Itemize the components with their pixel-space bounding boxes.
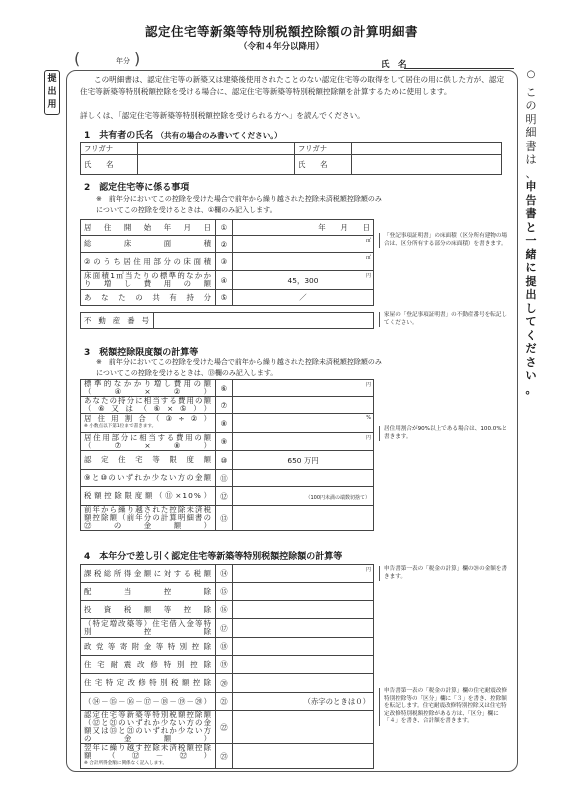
- table-row: [81, 693, 374, 711]
- row-value-input[interactable]: [233, 656, 374, 674]
- vertical-char: 明: [525, 112, 537, 126]
- row-value-input[interactable]: [233, 674, 374, 693]
- row-value-input[interactable]: [233, 638, 374, 656]
- row-label: 税額控除限度額（⑪×10%）: [81, 487, 216, 506]
- vertical-char: 告: [525, 193, 537, 207]
- vertical-char: い: [525, 369, 537, 382]
- row-value-input[interactable]: [233, 220, 374, 236]
- row-value-input[interactable]: [233, 451, 374, 470]
- row-number: ⑪: [216, 470, 233, 487]
- table-row: [81, 414, 374, 433]
- row-sub-note: ※ 合計所得金額に関係なく記入します。: [84, 761, 168, 766]
- section-3-table: [80, 379, 374, 531]
- row-value-input[interactable]: [233, 271, 374, 290]
- row-label: 前年から繰り越された控除未済税額控除額（前年分の計算明細書の㉒の金額）: [81, 506, 216, 531]
- vertical-char: 出: [47, 87, 57, 97]
- row-number: ⑦: [216, 397, 233, 414]
- row-sub-note: ※ 小数点以下第1位まで書きます。: [84, 424, 157, 429]
- row-number: ⑰: [216, 619, 233, 638]
- name-input-1[interactable]: [138, 155, 295, 175]
- row-number: ⑮: [216, 583, 233, 601]
- row-number: ⑱: [216, 638, 233, 656]
- realty-number-input[interactable]: [154, 313, 374, 329]
- row-label: 総床面積: [81, 236, 216, 253]
- row-label: 床面積1㎡当たりの標準的なかかり増し費用の額: [81, 271, 216, 290]
- row-number: ③: [216, 253, 233, 271]
- row-label: （特定増改築等）住宅借入金等特別控除: [81, 619, 216, 638]
- row-value-input[interactable]: [233, 506, 374, 531]
- row-number: ㉓: [216, 744, 233, 769]
- row-label: 居住用割合（③÷②） ※ 小数点以下第1位まで書きます。: [81, 414, 216, 433]
- coowner-table: [80, 142, 502, 175]
- vertical-char: 申: [525, 180, 537, 193]
- section-3-note: ※ 前年分においてこの控除を受けた場合で前年から繰り越された控除未済税額控除額のみについてこの控除を受けるときは、⑬欄のみ記入します。: [96, 358, 382, 377]
- row-value-input[interactable]: [233, 290, 374, 306]
- vertical-char: に: [525, 261, 537, 274]
- side-note-ratio: 居住用割合が90%以上である場合は、100.0%と書きます。: [379, 426, 510, 441]
- row-number: ①: [216, 220, 233, 236]
- year-label: 年分: [116, 57, 130, 65]
- row-number: ㉒: [216, 711, 233, 744]
- vertical-char: 緒: [525, 247, 537, 261]
- row-value-input[interactable]: [233, 601, 374, 619]
- vertical-char: 提: [47, 74, 57, 84]
- vertical-char: は: [525, 153, 537, 166]
- side-note-category: 申告書第一表の「税金の計算」欄の住宅耐震改修特別控除等の「区分」欄に「３」を書き、控除額を転記します。住宅耐震改修特別控除又は住宅特定改修特別税額控除がある方は、「区分」欄に「４」を書き、合計額を書きます。: [379, 688, 510, 726]
- unit-label: 円: [365, 567, 371, 573]
- row-value-input[interactable]: [233, 470, 374, 487]
- side-note-tax: 申告書第一表の「税金の計算」欄の⑳の金額を書きます。: [379, 566, 510, 581]
- table-row: [81, 380, 374, 397]
- row-number: ⑤: [216, 290, 233, 306]
- note-circle: ○: [526, 69, 536, 80]
- side-note-floor-area: 「登記事項証明書」の床面積（区分所有建物の場合は、区分所有する部分の床面積）を書きます。: [379, 233, 510, 248]
- vertical-char: く: [525, 328, 537, 342]
- unit-label: 円: [365, 273, 371, 279]
- row-label: ⑨と⑩のいずれか少ない方の金額: [81, 470, 216, 487]
- year-paren-right: ): [134, 49, 141, 68]
- unit-label: 円: [365, 382, 371, 388]
- table-row: [81, 271, 374, 290]
- section-1-note: （共有の場合のみ書いてください。）: [156, 131, 282, 140]
- row-value-input[interactable]: [233, 414, 374, 433]
- name-label: 氏 名: [381, 60, 407, 70]
- row-label: 認定住宅等限度額: [81, 451, 216, 470]
- realty-number-label: 不動産番号: [81, 313, 154, 329]
- row-number: ②: [216, 236, 233, 253]
- row-value: 45，300: [287, 275, 319, 285]
- intro-reference: 詳しくは、「認定住宅等新築等特別税額控除を受けられる方へ」を読んでください。: [80, 111, 365, 120]
- row-value: 年 月 日: [318, 223, 370, 232]
- row-number: ⑯: [216, 601, 233, 619]
- table-row: [81, 236, 374, 253]
- table-row: [81, 290, 374, 306]
- table-row: [81, 506, 374, 531]
- vertical-char: さ: [525, 355, 537, 369]
- row-number: ⑬: [216, 506, 233, 531]
- section-4-heading: 4 本年分で差し引く認定住宅等新築等特別税額控除額の計算等: [84, 552, 343, 562]
- table-row: [81, 619, 374, 638]
- row-label: 居住用部分に相当する費用の額（⑦×⑧）: [81, 433, 216, 451]
- row-value: 650 万円: [287, 455, 319, 465]
- furigana-input-1[interactable]: [138, 143, 295, 155]
- table-row: [81, 253, 374, 271]
- row-label: 投資税額等控除: [81, 601, 216, 619]
- table-row: [81, 487, 374, 506]
- table-row: [81, 565, 374, 583]
- unit-label: 円: [365, 435, 371, 441]
- table-row: [81, 583, 374, 601]
- row-value-input[interactable]: [233, 433, 374, 451]
- row-label: 課税総所得金額に対する税額: [81, 565, 216, 583]
- section-4-table: [80, 564, 374, 769]
- section-2-table: [80, 219, 374, 306]
- name-input-line[interactable]: [404, 68, 514, 69]
- row-label: （⑭－⑮－⑯－⑰－⑱－⑲－⑳）: [81, 693, 216, 711]
- vertical-char: 一: [525, 234, 537, 247]
- row-label: 住宅耐震改修特別控除: [81, 656, 216, 674]
- row-value-input[interactable]: [233, 744, 374, 769]
- name-input-2[interactable]: [352, 155, 502, 175]
- row-value: （赤字のときは０）: [303, 697, 370, 706]
- section-1-title: 1 共有者の氏名: [84, 131, 154, 141]
- table-row: [81, 470, 374, 487]
- table-row: [81, 601, 374, 619]
- form-title: 認定住宅等新築等特別税額控除額の計算明細書: [144, 24, 418, 39]
- row-label: 翌年に繰り越す控除未済税額控除額（⑫－㉒） ※ 合計所得金額に関係なく記入します。: [81, 744, 216, 769]
- note-text: [522, 86, 540, 181]
- row-number: ⑫: [216, 487, 233, 506]
- row-value-input[interactable]: [233, 711, 374, 744]
- table-row: [81, 638, 374, 656]
- row-label: 住宅特定改修特別税額控除: [81, 674, 216, 693]
- vertical-char: 細: [525, 126, 537, 139]
- row-value-input[interactable]: [233, 380, 374, 397]
- section-1-heading: [84, 128, 282, 141]
- name-label-2: 氏 名: [295, 155, 352, 175]
- table-row: [81, 674, 374, 693]
- vertical-char: 、: [525, 166, 537, 180]
- row-label: 認定住宅等新築等特別税額控除額（⑫と㉑のいずれか少ない方の金額又は⑬と㉑のいずれか少ない方の金額）: [81, 711, 216, 744]
- table-row: [81, 397, 374, 414]
- row-number: ⑩: [216, 451, 233, 470]
- unit-label: ㎡: [365, 255, 371, 261]
- row-label: 政党等寄附金等特別控除: [81, 638, 216, 656]
- row-value-input[interactable]: [233, 253, 374, 271]
- row-number: ⑳: [216, 674, 233, 693]
- vertical-char: と: [525, 220, 537, 234]
- table-row: [81, 744, 374, 769]
- section-2-heading: 2 認定住宅等に係る事項: [84, 183, 190, 193]
- table-row: [81, 656, 374, 674]
- row-number: ④: [216, 271, 233, 290]
- intro-paragraph: この明細書は、認定住宅等の新築又は建築後使用されたことのない認定住宅等の取得をして居住の用に供した方が、認定住宅等新築等特別税額控除を受ける場合に、認定住宅等新築等特別税額控除額を計算するために使用します。: [80, 75, 505, 96]
- side-note-realty: 家屋の「登記事項証明書」の不動産番号を転記してください。: [379, 312, 510, 327]
- row-value-input[interactable]: [233, 693, 374, 711]
- vertical-char: し: [525, 301, 537, 315]
- table-row: [81, 451, 374, 470]
- row-label: ②のうち居住用部分の床面積: [81, 253, 216, 271]
- row-number: ⑨: [216, 433, 233, 451]
- table-row: [81, 220, 374, 236]
- furigana-label-1: フリガナ: [81, 143, 138, 155]
- submission-tab: [44, 70, 60, 115]
- furigana-label-2: フリガナ: [295, 143, 352, 155]
- section-2-note: ※ 前年分においてこの控除を受けた場合で前年から繰り越された控除未済税額控除額のみについてこの控除を受けるときは、①欄のみ記入します。: [96, 195, 382, 214]
- name-label-1: 氏 名: [81, 155, 138, 175]
- note-text-bold: [522, 180, 540, 396]
- unit-label: %: [366, 415, 371, 421]
- year-paren-left: (: [74, 49, 81, 68]
- row-label: あなたの共有持分: [81, 290, 216, 306]
- row-value: （100円未満の端数切捨て）: [305, 494, 370, 501]
- row-number: ⑭: [216, 565, 233, 583]
- furigana-input-2[interactable]: [352, 143, 502, 155]
- row-number: ⑥: [216, 380, 233, 397]
- row-label: 配当控除: [81, 583, 216, 601]
- vertical-char: 出: [525, 288, 537, 301]
- row-label: あなたの持分に相当する費用の額（⑥又は（⑥×⑤））: [81, 397, 216, 414]
- row-value-input[interactable]: [233, 397, 374, 414]
- row-value-input[interactable]: [233, 487, 374, 506]
- row-value-input[interactable]: [233, 583, 374, 601]
- vertical-char: 書: [525, 207, 537, 220]
- vertical-char: の: [525, 99, 537, 112]
- row-label: 居住開始年月日: [81, 220, 216, 236]
- row-value-input[interactable]: [233, 236, 374, 253]
- row-value-input[interactable]: [233, 565, 374, 583]
- vertical-char: 提: [525, 274, 537, 288]
- vertical-char: こ: [525, 85, 537, 99]
- submission-tab-label: [47, 74, 56, 110]
- vertical-char: 書: [525, 139, 537, 153]
- vertical-char: だ: [525, 342, 537, 355]
- row-number: ⑲: [216, 656, 233, 674]
- unit-label: ㎡: [365, 238, 371, 244]
- vertical-char: 。: [525, 382, 537, 396]
- table-row: [81, 711, 374, 744]
- row-label: 標準的なかかり増し費用の額（④×②）: [81, 380, 216, 397]
- vertical-char: て: [525, 315, 537, 328]
- row-value-input[interactable]: [233, 619, 374, 638]
- table-row: [81, 433, 374, 451]
- row-number: ⑧: [216, 414, 233, 433]
- row-number: ㉑: [216, 693, 233, 711]
- section-3-heading: 3 税額控除限度額の計算等: [84, 348, 199, 358]
- right-margin-note: [522, 68, 540, 396]
- row-value: ／: [299, 293, 307, 302]
- vertical-char: 用: [47, 100, 57, 110]
- form-subtitle: （令和４年分以降用）: [238, 42, 324, 52]
- realty-table: [80, 312, 374, 329]
